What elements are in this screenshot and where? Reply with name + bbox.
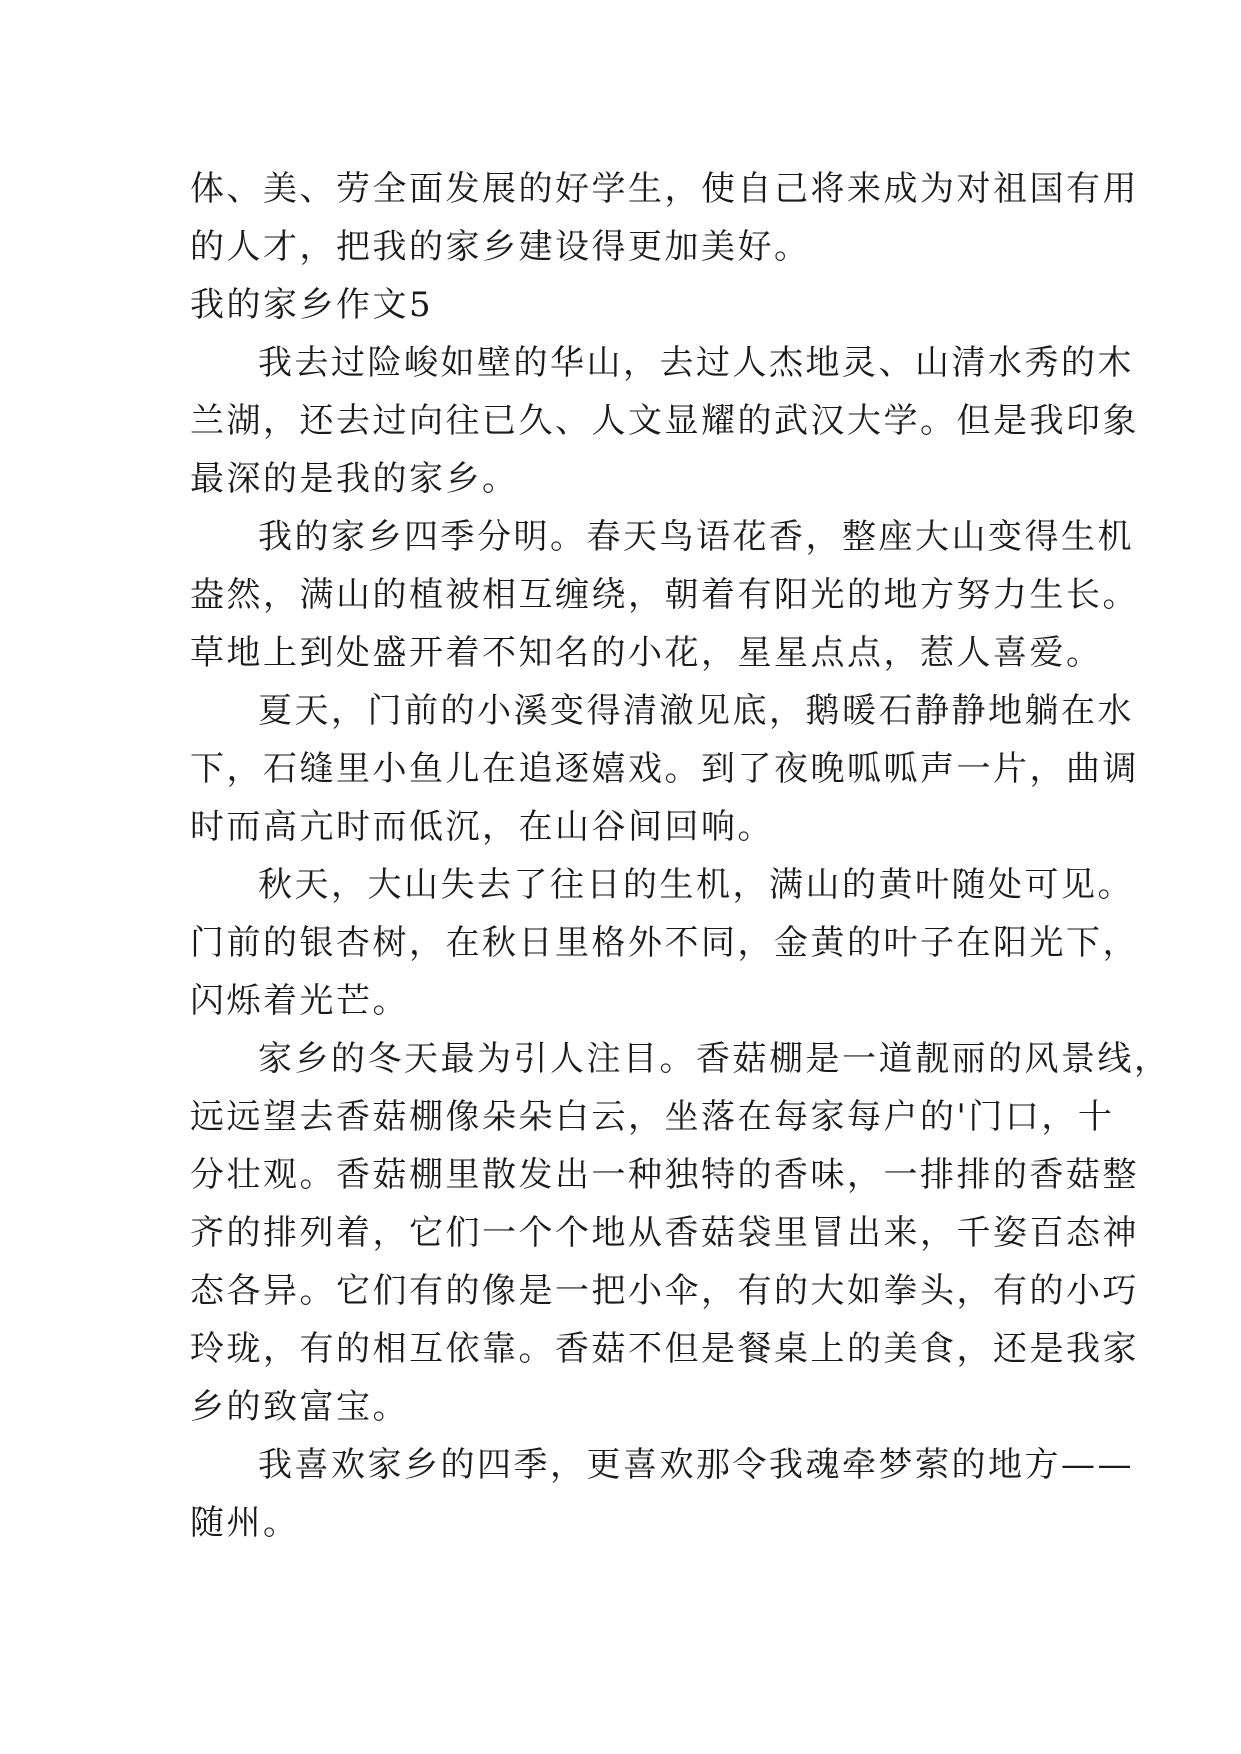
text-line: 分壮观。香菇棚里散发出一种独特的香味，一排排的香菇整 [190, 1155, 1139, 1195]
paragraph [190, 1436, 1134, 1552]
section-heading: 我的家乡作文5 [190, 285, 434, 325]
text-line: 态各异。它们有的像是一把小伞，有的大如拳头，有的小巧 [190, 1271, 1139, 1311]
text-line: 盎然，满山的植被相互缠绕，朝着有阳光的地方努力生长。 [190, 575, 1139, 615]
text-line: 我去过险峻如壁的华山，去过人杰地灵、山清水秀的木 [258, 343, 1134, 383]
text-line: 玲珑，有的相互依靠。香菇不但是餐桌上的美食，还是我家 [190, 1329, 1139, 1369]
text-line: 体、美、劳全面发展的好学生，使自己将来成为对祖国有用 [190, 169, 1139, 209]
text-line: 草地上到处盛开着不知名的小花，星星点点，惹人喜爱。 [190, 633, 1103, 673]
text-line: 远远望去香菇棚像朵朵白云，坐落在每家每户的'门口，十 [190, 1097, 1115, 1137]
paragraph [190, 1030, 1171, 1436]
text-line: 最深的是我的家乡。 [190, 459, 519, 499]
text-line: 时而高亢时而低沉，在山谷间回响。 [190, 807, 774, 847]
paragraph [190, 682, 1139, 856]
paragraph [190, 856, 1139, 1030]
text-line: 下，石缝里小鱼儿在追逐嬉戏。到了夜晚呱呱声一片，曲调 [190, 749, 1139, 789]
text-line: 随州。 [190, 1503, 300, 1543]
text-line: 的人才，把我的家乡建设得更加美好。 [190, 227, 811, 267]
text-line: 乡的致富宝。 [190, 1387, 409, 1427]
text-line: 门前的银杏树，在秋日里格外不同，金黄的叶子在阳光下， [190, 923, 1139, 963]
paragraph [190, 334, 1139, 508]
text-line: 闪烁着光芒。 [190, 981, 409, 1021]
text-line: 兰湖，还去过向往已久、人文显耀的武汉大学。但是我印象 [190, 401, 1139, 441]
text-line: 齐的排列着，它们一个个地从香菇袋里冒出来，千姿百态神 [190, 1213, 1139, 1253]
text-line: 秋天，大山失去了往日的生机，满山的黄叶随处可见。 [258, 865, 1134, 905]
text-line: 我喜欢家乡的四季，更喜欢那令我魂牵梦萦的地方—— [258, 1445, 1134, 1485]
paragraph [190, 508, 1139, 682]
text-line: 家乡的冬天最为引人注目。香菇棚是一道靓丽的风景线， [258, 1039, 1171, 1079]
text-line: 我的家乡四季分明。春天鸟语花香，整座大山变得生机 [258, 517, 1134, 557]
text-line: 夏天，门前的小溪变得清澈见底，鹅暖石静静地躺在水 [258, 691, 1134, 731]
document-page [190, 160, 1171, 1552]
